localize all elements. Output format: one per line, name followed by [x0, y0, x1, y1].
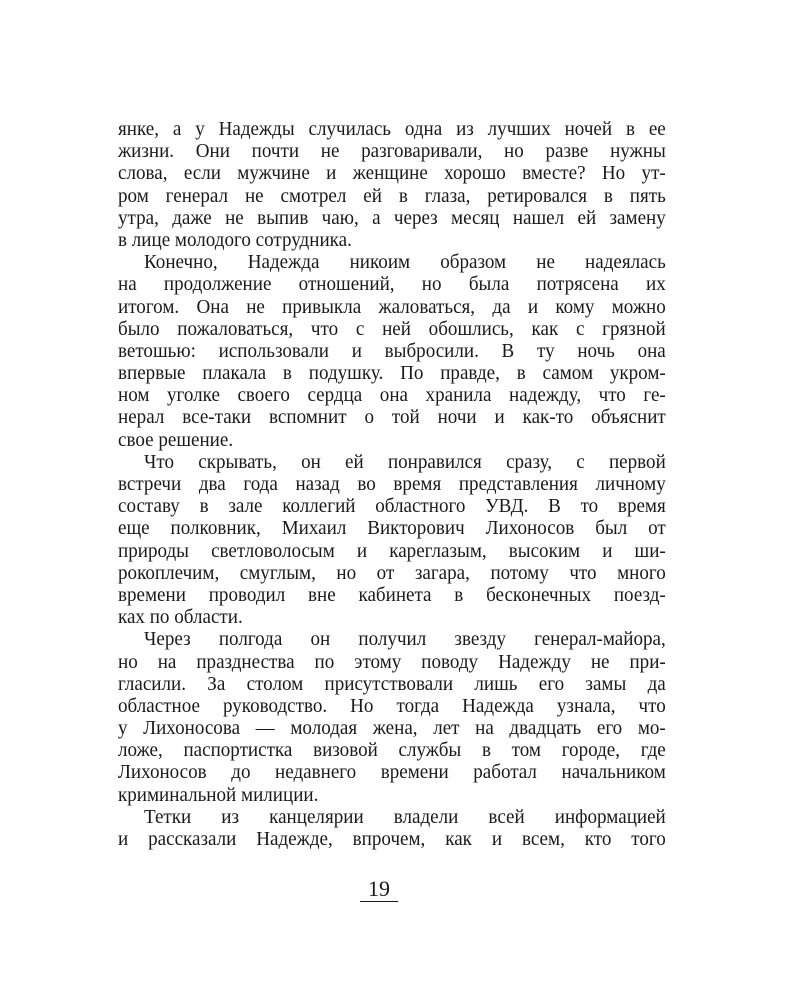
- page-number: 19: [360, 878, 398, 902]
- text-line: ложе, паспортистка визовой службы в том городе, где: [118, 739, 666, 762]
- text-line: рокоплечим, смуглым, но от загара, потому что много: [118, 561, 666, 584]
- text-line: в лице молодого сотрудника.: [118, 228, 352, 251]
- paragraph-2: [118, 251, 666, 451]
- text-line: природы светловолосым и кареглазым, высоким и ши-: [118, 539, 666, 562]
- text-line: гласили. За столом присутствовали лишь его замы да: [118, 672, 666, 695]
- text-line: Что скрывать, он ей понравился сразу, с первой: [144, 450, 666, 473]
- text-line: янке, а у Надежды случилась одна из лучших ночей в ее: [118, 118, 666, 140]
- text-line: жизни. Они почти не разговаривали, но разве нужны: [118, 140, 666, 163]
- text-line: Тетки из канцелярии владели всей информацией: [144, 805, 666, 828]
- paragraph-1: [118, 118, 666, 251]
- text-line: впервые плакала в подушку. По правде, в самом укром-: [118, 362, 666, 385]
- page-body: [118, 118, 666, 850]
- text-line: у Лихоносова — молодая жена, лет на двадцать его мо-: [118, 717, 666, 740]
- text-line: было пожаловаться, что с ней обошлись, как с грязной: [118, 317, 666, 340]
- text-line: встречи два года назад во время представления личному: [118, 473, 666, 495]
- text-line: составу в зале коллегий областного УВД. В то время: [118, 495, 666, 518]
- text-line: свое решение.: [118, 428, 234, 451]
- text-line: Конечно, Надежда никоим образом не надеялась: [144, 251, 666, 274]
- text-line: ром генерал не смотрел ей в глаза, ретировался в пять: [118, 184, 666, 207]
- text-line: утра, даже не выпив чаю, а через месяц нашел ей замену: [118, 206, 666, 229]
- text-line: на продолжение отношений, но была потрясена их: [118, 273, 666, 296]
- text-line: ном уголке своего сердца она хранила надежду, что ге-: [118, 384, 666, 407]
- text-line: криминальной милиции.: [118, 783, 319, 806]
- text-line: времени проводил вне кабинета в бесконечных поезд-: [118, 583, 666, 606]
- paragraph-5: [118, 806, 666, 850]
- text-line: ветошью: использовали и выбросили. В ту ночь она: [118, 339, 666, 362]
- text-line: итогом. Она не привыкла жаловаться, да и кому можно: [118, 295, 666, 318]
- paragraph-4: [118, 628, 666, 806]
- text-line: и рассказали Надежде, впрочем, как и всем, кто того: [118, 828, 666, 850]
- paragraph-3: [118, 451, 666, 629]
- text-line: еще полковник, Михаил Викторович Лихоносов был от: [118, 517, 666, 540]
- text-line: Через полгода он получил звезду генерал-майора,: [144, 628, 666, 651]
- text-line: Лихоносов до недавнего времени работал начальником: [118, 761, 666, 784]
- text-line: но на празднества по этому поводу Надежду не при-: [118, 650, 666, 673]
- text-line: ках по области.: [118, 606, 243, 629]
- text-line: нерал все-таки вспомнит о той ночи и как-то объяснит: [118, 406, 666, 429]
- text-line: слова, если мужчине и женщине хорошо вместе? Но ут-: [118, 162, 666, 185]
- text-line: областное руководство. Но тогда Надежда узнала, что: [118, 694, 666, 717]
